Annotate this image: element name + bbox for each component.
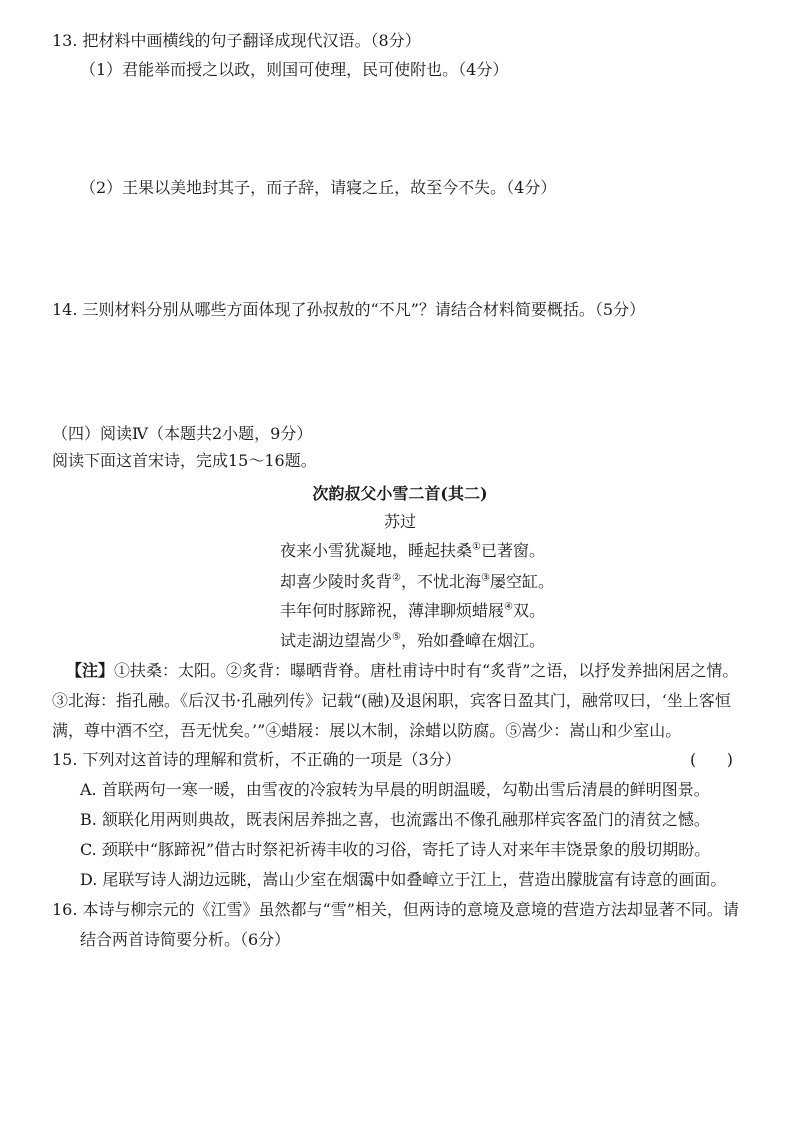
notes-line-3: 满，尊中酒不空，吾无忧矣。’”④蜡屐：展以木制，涂蜡以防腐。⑤嵩少：嵩山和少室山。 xyxy=(52,721,682,740)
note-mark-5: ⑤ xyxy=(392,631,401,643)
q15-option-c: C. 颈联中“豚蹄祝”借古时祭祀祈祷丰收的习俗，寄托了诗人对来年丰饶景象的殷切期盼。 xyxy=(80,840,711,859)
notes-line-2: ③北海：指孔融。《后汉书·孔融列传》记载“(融)及退闲职，宾客日盈其门，融常叹曰，‘坐上客恒 xyxy=(52,691,731,710)
q13-sub1: （1）君能举而授之以政，则国可使理，民可使附也。（4分） xyxy=(80,60,509,79)
poem-line-2: 却喜少陵时炙背②，不忧北海③屡空缸。 xyxy=(280,572,554,591)
q15-option-d: D. 尾联写诗人湖边远眺，嵩山少室在烟霭中如叠嶂立于江上，营造出朦胧富有诗意的画面。 xyxy=(80,870,727,889)
note-mark-2: ② xyxy=(392,572,401,584)
q15-option-b: B. 颔联化用两则典故，既表闲居养拙之喜，也流露出不像孔融那样宾客盈门的清贫之憾。 xyxy=(80,810,710,829)
poem-author: 苏过 xyxy=(383,512,416,531)
poem-title: 次韵叔父小雪二首(其二) xyxy=(312,484,488,503)
q13-stem: 13. 把材料中画横线的句子翻译成现代汉语。（8分） xyxy=(52,31,421,50)
notes-line-1: 【注】①扶桑：太阳。②炙背：曝晒背脊。唐杜甫诗中时有“炙背”之语，以抒发养拙闲居之情。 xyxy=(66,661,739,680)
section-heading: （四）阅读Ⅳ（本题共2小题，9分） xyxy=(52,424,313,443)
note-mark-4: ④ xyxy=(504,601,513,613)
q13-sub2: （2）王果以美地封其子，而子辞，请寝之丘，故至今不失。（4分） xyxy=(80,178,557,197)
note-mark-3: ③ xyxy=(481,572,490,584)
q15-option-a: A. 首联两句一寒一暖，由雪夜的冷寂转为早晨的明朗温暖，勾勒出雪后清晨的鲜明图景。 xyxy=(80,780,710,799)
q16-stem-line-2: 结合两首诗简要分析。（6分） xyxy=(80,930,291,949)
q15-answer-blank[interactable]: ( ) xyxy=(690,750,733,769)
note-mark-1: ① xyxy=(472,541,481,553)
q15-stem: 15. 下列对这首诗的理解和赏析，不正确的一项是（3分） xyxy=(52,750,461,769)
q14-stem: 14. 三则材料分别从哪些方面体现了孙叔敖的“不凡”？请结合材料简要概括。（5分） xyxy=(52,300,646,319)
poem-line-1: 夜来小雪犹凝地，睡起扶桑①已著窗。 xyxy=(280,541,545,560)
poem-line-4: 试走湖边望嵩少⑤，殆如叠嶂在烟江。 xyxy=(280,631,545,650)
q16-stem-line-1: 16. 本诗与柳宗元的《江雪》虽然都与“雪”相关，但两诗的意境及意境的营造方法却显著不同。请 xyxy=(52,900,739,919)
poem-line-3: 丰年何时豚蹄祝，薄津聊烦蜡屐④双。 xyxy=(280,601,545,620)
section-instruction: 阅读下面这首宋诗，完成15～16题。 xyxy=(52,451,317,470)
notes-label: 【注】 xyxy=(66,661,115,680)
